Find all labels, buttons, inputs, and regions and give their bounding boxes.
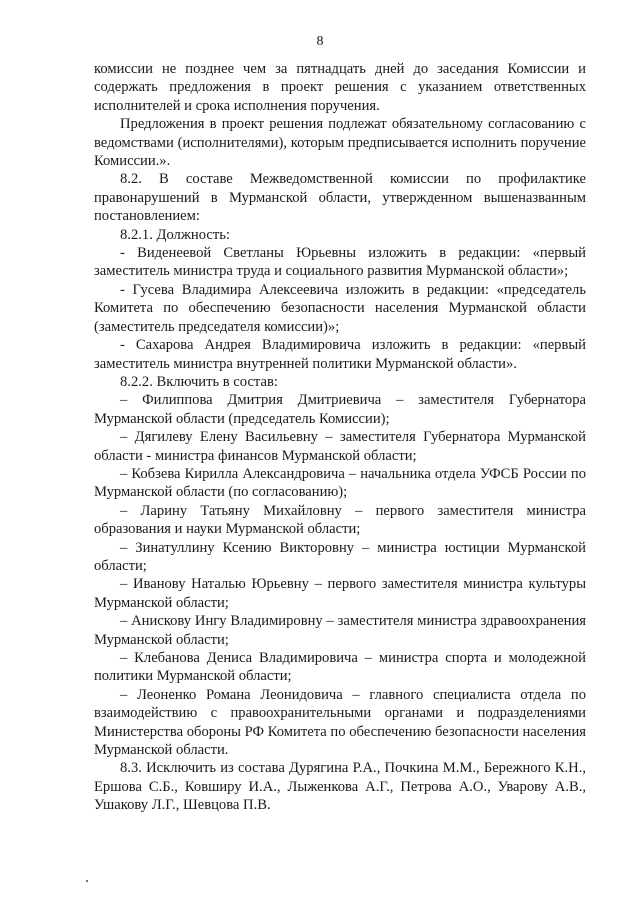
list-item-sakharov: - Сахарова Андрея Владимировича изложить в редакции: «первый заместитель министра внутренней политики Мурманской области». (94, 337, 586, 372)
list-item-larina: – Ларину Татьяну Михайловну – первого заместителя министра образования и науки Мурманской области; (94, 502, 586, 538)
paragraph-continuation: комиссии не позднее чем за пятнадцать дней до заседания Комиссии и содержать предложения в проект решения с указанием ответственных исполнителей и срока исполнения поручения. (94, 61, 586, 114)
paragraph-8-3: 8.3. Исключить из состава Дурягина Р.А., Почкина М.М., Бережного К.Н., Ершова С.Б., Ковширу И.А., Лыженкова А.Г., Петрова А.О., Уварову А.В., Ушакову Л.Г., Шевцова П.В. (94, 760, 586, 814)
list-item-dyagileva: – Дягилеву Елену Васильевну – заместителя Губернатора Мурманской области - министра финансов Мурманской области; (94, 429, 586, 464)
paragraph-proposals: Предложения в проект решения подлежат обязательному согласованию с ведомствами (исполнителями), которым предписывается исполнить поручение Комиссии.». (94, 116, 586, 170)
paragraph-8-2: 8.2. В составе Межведомственной комиссии по профилактике правонарушений в Мурманской области, утвержденном вышеназванным постановлением: (94, 171, 586, 225)
page-number: 8 (316, 34, 324, 49)
paragraph-8-2-1: 8.2.1. Должность: (120, 226, 230, 243)
list-item-ivanova: – Иванову Наталью Юрьевну – первого заместителя министра культуры Мурманской области; (94, 576, 586, 611)
scan-speck (86, 880, 88, 882)
list-item-videneeva: - Виденеевой Светланы Юрьевны изложить в редакции: «первый заместитель министра труда и социального развития Мурманской области»; (94, 245, 586, 280)
list-item-klebanov: – Клебанова Дениса Владимировича – министра спорта и молодежной политики Мурманской области; (94, 650, 586, 685)
paragraph-8-2-2: 8.2.2. Включить в состав: (120, 373, 278, 390)
list-item-leonenko: – Леоненко Романа Леонидовича – главного специалиста отдела по взаимодействию с правоохранительными органами и подразделениями Министерства обороны РФ Комитета по обеспечению безопасности населения Мурманской области. (94, 686, 586, 759)
list-item-zinatullina: – Зинатуллину Ксению Викторовну – министра юстиции Мурманской области; (94, 539, 586, 574)
list-item-kobzev: – Кобзева Кирилла Александровича – начальника отдела УФСБ России по Мурманской области (по согласованию); (94, 465, 586, 501)
list-item-gusev: - Гусева Владимира Алексеевича изложить в редакции: «председатель Комитета по обеспечению безопасности населения Мурманской области (заместитель председателя комиссии)»; (94, 281, 586, 335)
list-item-filippov: – Филиппова Дмитрия Дмитриевича – заместителя Губернатора Мурманской области (председатель Комиссии); (94, 392, 586, 427)
list-item-aniskova: – Анискову Ингу Владимировну – заместителя министра здравоохранения Мурманской области; (94, 613, 586, 648)
document-body (94, 60, 586, 815)
